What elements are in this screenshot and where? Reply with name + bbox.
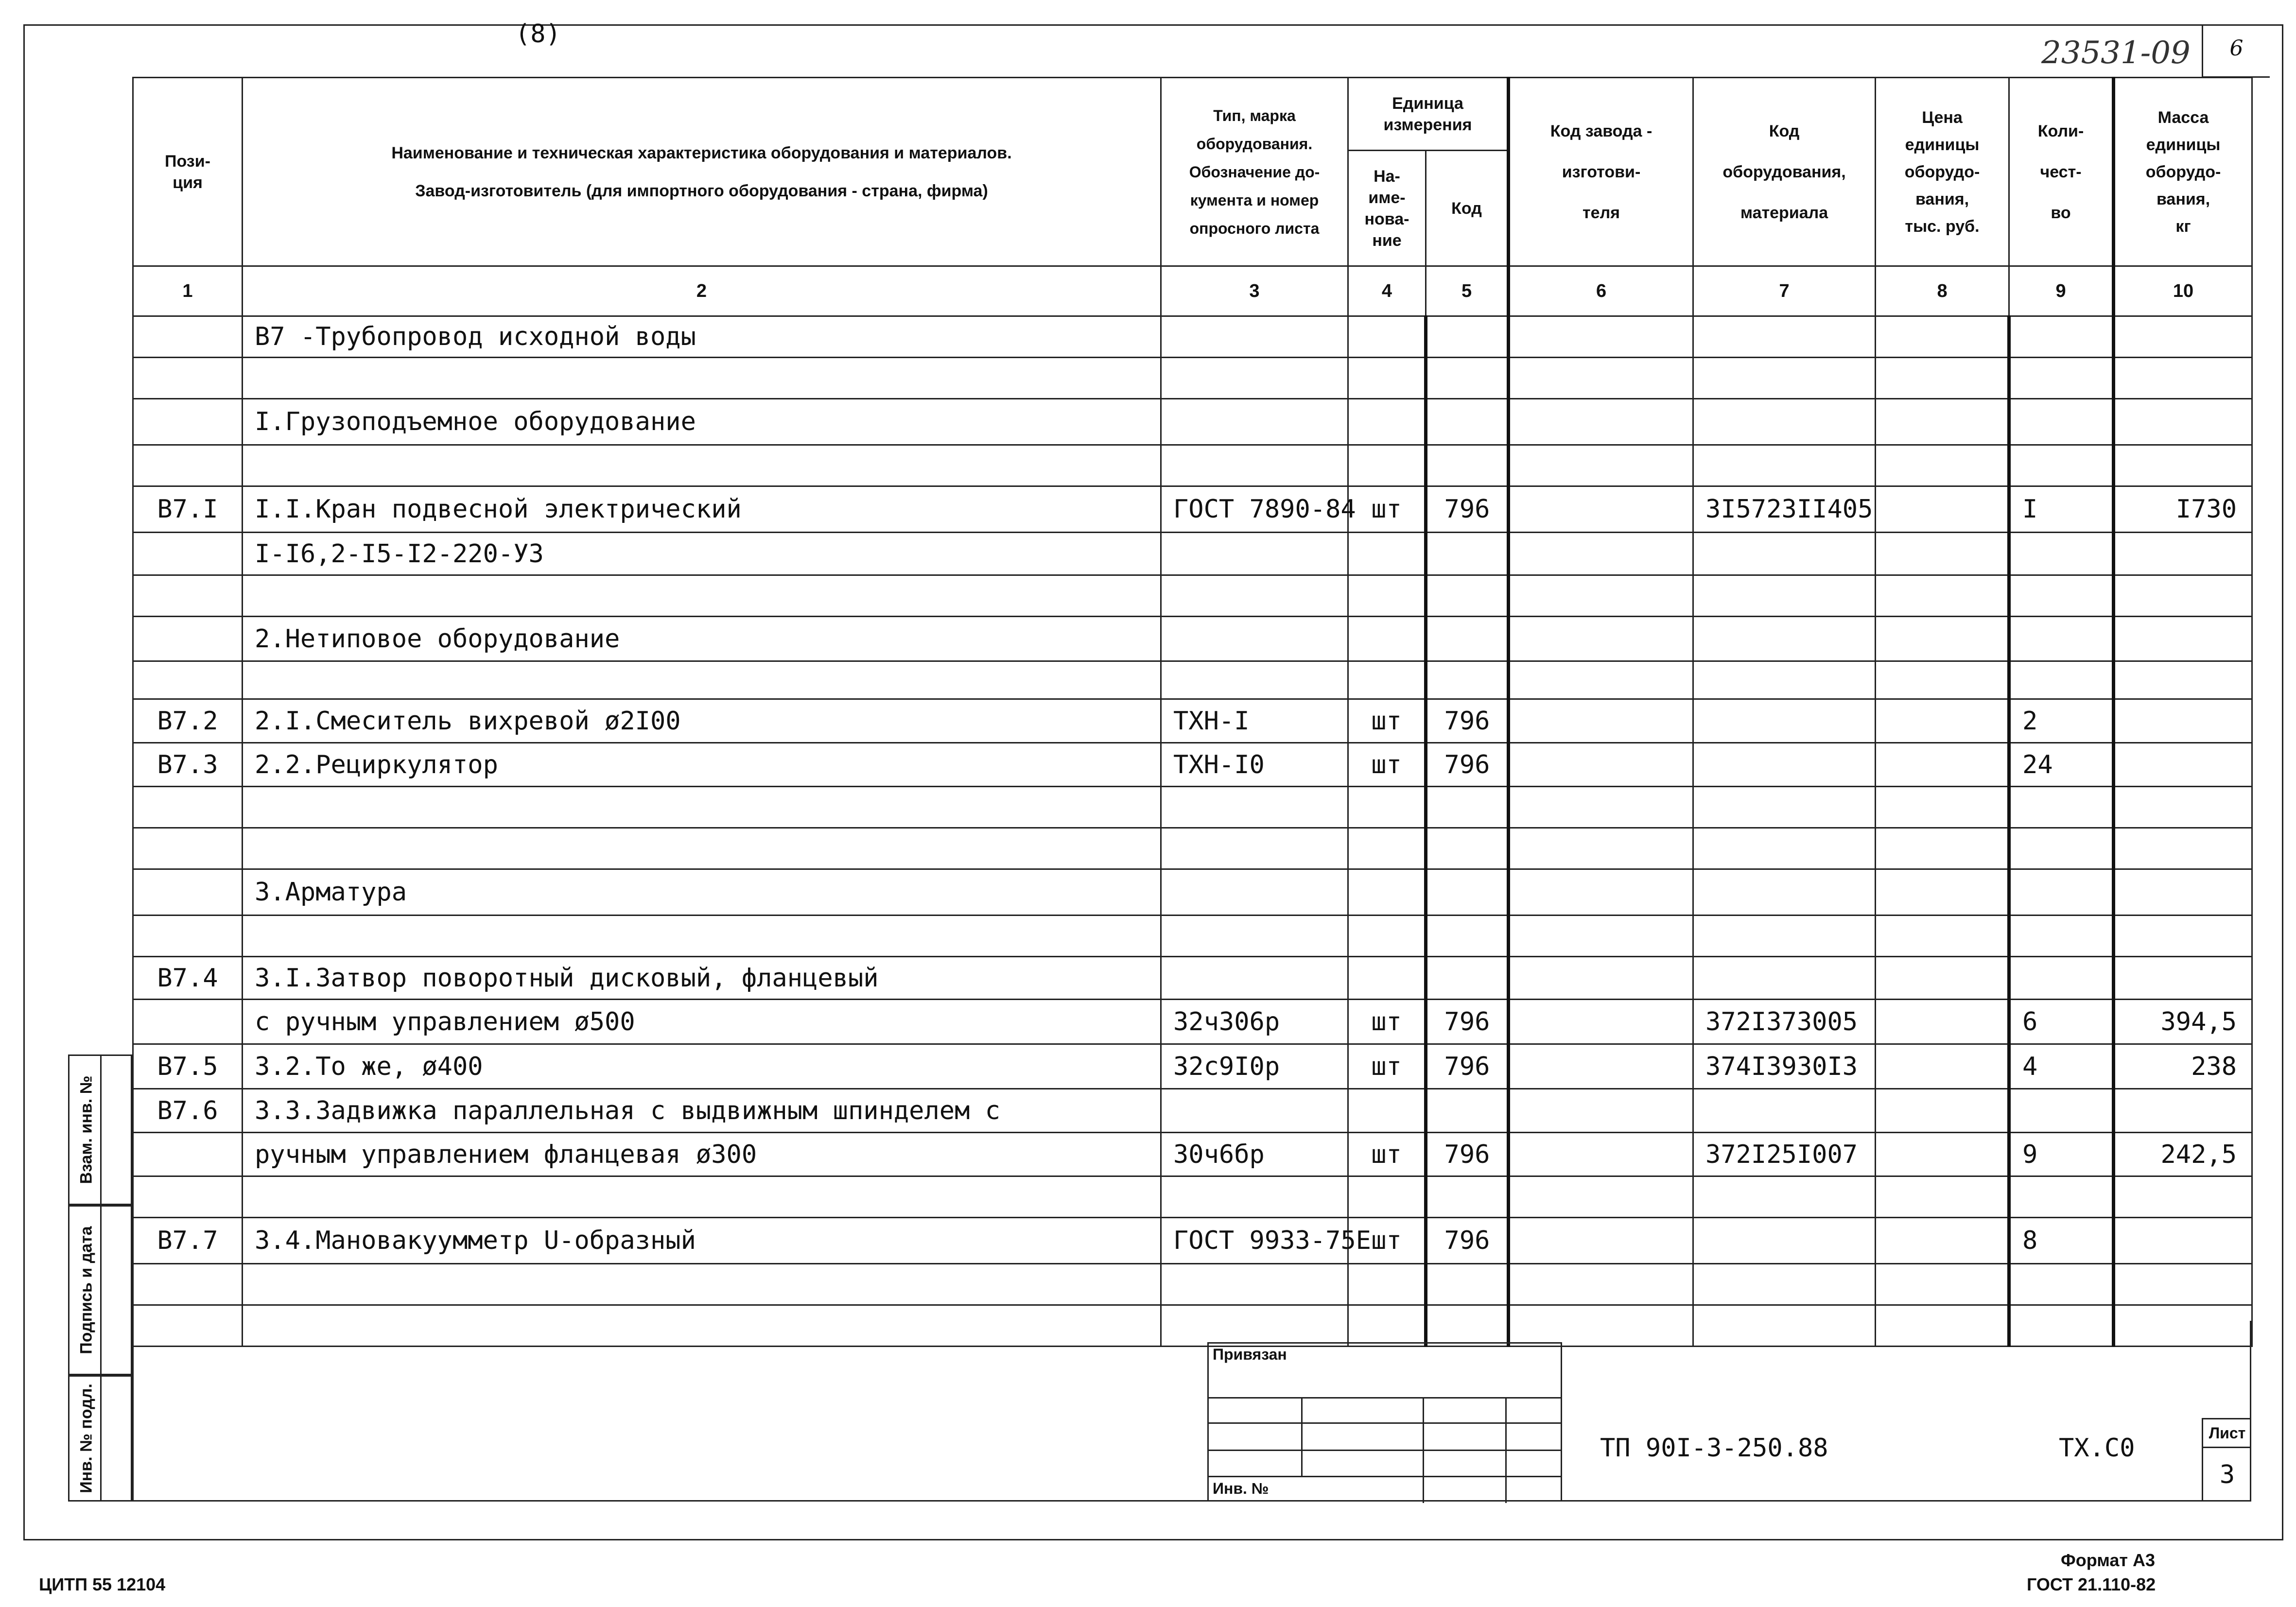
cell-factory-code bbox=[1509, 1000, 1693, 1044]
cell-unit-name bbox=[1348, 957, 1426, 1000]
cell-name: I.Грузоподъемное оборудование bbox=[243, 399, 1161, 445]
header-mass: Масса единицы оборудо- вания, кг bbox=[2114, 78, 2252, 266]
table-row bbox=[133, 575, 2252, 617]
cell-name: 3.2.То же, ø400 bbox=[243, 1044, 1161, 1089]
cell-quantity bbox=[2009, 828, 2114, 869]
cell-mass bbox=[2114, 1176, 2252, 1218]
cell-price bbox=[1876, 358, 2009, 399]
header-equipment-code: Код оборудования, материала bbox=[1693, 78, 1876, 266]
cell-position bbox=[133, 445, 243, 486]
tied-label: Привязан bbox=[1213, 1346, 1287, 1363]
cell-factory-code bbox=[1509, 1089, 1693, 1133]
cell-equipment-code bbox=[1693, 828, 1876, 869]
side-label-exchange: Взам. инв. № bbox=[77, 1075, 95, 1184]
cell-quantity bbox=[2009, 1089, 2114, 1133]
column-number: 8 bbox=[1876, 266, 2009, 316]
table-row bbox=[133, 661, 2252, 699]
cell-equipment-code bbox=[1693, 661, 1876, 699]
cell-equipment-code bbox=[1693, 916, 1876, 957]
cell-price bbox=[1876, 661, 2009, 699]
cell-mass bbox=[2114, 445, 2252, 486]
cell-position bbox=[133, 1000, 243, 1044]
cell-quantity bbox=[2009, 617, 2114, 661]
header-unit-group: Единица измерения bbox=[1348, 78, 1509, 151]
cell-unit-name: шт bbox=[1348, 486, 1426, 533]
cell-position bbox=[133, 916, 243, 957]
cell-name: 3.3.Задвижка параллельная с выдвижным шпинделем с bbox=[243, 1089, 1161, 1133]
cell-unit-code: 796 bbox=[1426, 1000, 1509, 1044]
cell-unit-name: шт bbox=[1348, 1218, 1426, 1264]
cell-name: 3.Арматура bbox=[243, 869, 1161, 916]
cell-unit-name bbox=[1348, 533, 1426, 575]
cell-name bbox=[243, 1264, 1161, 1305]
cell-mass bbox=[2114, 787, 2252, 828]
cell-unit-name: шт bbox=[1348, 1000, 1426, 1044]
specification-table bbox=[132, 77, 2253, 1347]
cell-factory-code bbox=[1509, 661, 1693, 699]
cell-factory-code bbox=[1509, 828, 1693, 869]
cell-type bbox=[1161, 957, 1348, 1000]
cell-price bbox=[1876, 1044, 2009, 1089]
cell-mass bbox=[2114, 399, 2252, 445]
cell-unit-name: шт bbox=[1348, 1133, 1426, 1176]
cell-type bbox=[1161, 617, 1348, 661]
cell-mass bbox=[2114, 316, 2252, 358]
cell-equipment-code bbox=[1693, 575, 1876, 617]
cell-unit-name: шт bbox=[1348, 1044, 1426, 1089]
table-row bbox=[133, 787, 2252, 828]
cell-quantity bbox=[2009, 916, 2114, 957]
table-row bbox=[133, 399, 2252, 445]
cell-type bbox=[1161, 1176, 1348, 1218]
cell-unit-code bbox=[1426, 617, 1509, 661]
cell-mass bbox=[2114, 1089, 2252, 1133]
cell-position bbox=[133, 1133, 243, 1176]
cell-mass: 238 bbox=[2114, 1044, 2252, 1089]
cell-quantity: 9 bbox=[2009, 1133, 2114, 1176]
side-strip-signature bbox=[68, 1205, 132, 1375]
cell-unit-name: шт bbox=[1348, 743, 1426, 787]
cell-quantity bbox=[2009, 358, 2114, 399]
cell-position bbox=[133, 617, 243, 661]
cell-quantity bbox=[2009, 399, 2114, 445]
cell-name: 2.Нетиповое оборудование bbox=[243, 617, 1161, 661]
cell-factory-code bbox=[1509, 316, 1693, 358]
cell-unit-name: шт bbox=[1348, 699, 1426, 743]
cell-price bbox=[1876, 316, 2009, 358]
handwritten-code: 23531-09 bbox=[2041, 35, 2191, 71]
cell-price bbox=[1876, 743, 2009, 787]
header-price: Цена единицы оборудо- вания, тыс. руб. bbox=[1876, 78, 2009, 266]
cell-unit-code: 796 bbox=[1426, 743, 1509, 787]
cell-unit-code bbox=[1426, 358, 1509, 399]
cell-type bbox=[1161, 1089, 1348, 1133]
cell-name: I.I.Кран подвесной электрический bbox=[243, 486, 1161, 533]
cell-type bbox=[1161, 445, 1348, 486]
cell-unit-code bbox=[1426, 533, 1509, 575]
table-row bbox=[133, 1176, 2252, 1218]
cell-position bbox=[133, 1176, 243, 1218]
cell-type: ТХН-I bbox=[1161, 699, 1348, 743]
cell-mass bbox=[2114, 699, 2252, 743]
cell-unit-name bbox=[1348, 617, 1426, 661]
cell-type bbox=[1161, 575, 1348, 617]
page-corner-number: 6 bbox=[2202, 24, 2270, 78]
inv-label: Инв. № bbox=[1213, 1480, 1269, 1497]
cell-equipment-code bbox=[1693, 399, 1876, 445]
cell-type: ТХН-I0 bbox=[1161, 743, 1348, 787]
cell-price bbox=[1876, 869, 2009, 916]
cell-name bbox=[243, 575, 1161, 617]
cell-factory-code bbox=[1509, 358, 1693, 399]
cell-mass bbox=[2114, 869, 2252, 916]
cell-position bbox=[133, 869, 243, 916]
cell-quantity bbox=[2009, 316, 2114, 358]
header-name bbox=[243, 78, 1161, 266]
table-row bbox=[133, 1089, 2252, 1133]
cell-name: I-I6,2-I5-I2-220-У3 bbox=[243, 533, 1161, 575]
cell-equipment-code bbox=[1693, 1218, 1876, 1264]
cell-price bbox=[1876, 533, 2009, 575]
table-row bbox=[133, 533, 2252, 575]
cell-type bbox=[1161, 661, 1348, 699]
cell-mass bbox=[2114, 957, 2252, 1000]
cell-equipment-code bbox=[1693, 358, 1876, 399]
cell-mass: 242,5 bbox=[2114, 1133, 2252, 1176]
cell-price bbox=[1876, 1176, 2009, 1218]
title-area bbox=[132, 1321, 2251, 1502]
cell-name bbox=[243, 787, 1161, 828]
table-row bbox=[133, 617, 2252, 661]
cell-unit-code bbox=[1426, 316, 1509, 358]
cell-price bbox=[1876, 617, 2009, 661]
cell-quantity bbox=[2009, 869, 2114, 916]
cell-unit-code: 796 bbox=[1426, 699, 1509, 743]
cell-price bbox=[1876, 486, 2009, 533]
cell-equipment-code bbox=[1693, 533, 1876, 575]
table-row bbox=[133, 957, 2252, 1000]
cell-price bbox=[1876, 916, 2009, 957]
cell-equipment-code bbox=[1693, 445, 1876, 486]
sheet-number-top: (8) bbox=[515, 19, 561, 49]
column-number: 2 bbox=[243, 266, 1161, 316]
table-row bbox=[133, 445, 2252, 486]
cell-unit-code: 796 bbox=[1426, 1044, 1509, 1089]
cell-name bbox=[243, 1176, 1161, 1218]
cell-type bbox=[1161, 1264, 1348, 1305]
cell-position bbox=[133, 533, 243, 575]
cell-type bbox=[1161, 916, 1348, 957]
table-row bbox=[133, 828, 2252, 869]
cell-price bbox=[1876, 1264, 2009, 1305]
cell-mass: I730 bbox=[2114, 486, 2252, 533]
cell-type: 30ч6бр bbox=[1161, 1133, 1348, 1176]
cell-unit-name bbox=[1348, 869, 1426, 916]
document-code: ТХ.С0 bbox=[2059, 1434, 2135, 1463]
cell-equipment-code: 372I25I007 bbox=[1693, 1133, 1876, 1176]
cell-quantity: 2 bbox=[2009, 699, 2114, 743]
cell-factory-code bbox=[1509, 916, 1693, 957]
table-row bbox=[133, 358, 2252, 399]
cell-quantity bbox=[2009, 957, 2114, 1000]
cell-price bbox=[1876, 445, 2009, 486]
cell-type bbox=[1161, 358, 1348, 399]
cell-price bbox=[1876, 828, 2009, 869]
cell-mass bbox=[2114, 743, 2252, 787]
table-row bbox=[133, 743, 2252, 787]
table-row bbox=[133, 486, 2252, 533]
cell-unit-code bbox=[1426, 916, 1509, 957]
cell-unit-name bbox=[1348, 575, 1426, 617]
cell-position bbox=[133, 661, 243, 699]
cell-name: ручным управлением фланцевая ø300 bbox=[243, 1133, 1161, 1176]
cell-mass bbox=[2114, 533, 2252, 575]
cell-equipment-code bbox=[1693, 1264, 1876, 1305]
table-row bbox=[133, 1264, 2252, 1305]
cell-unit-code bbox=[1426, 869, 1509, 916]
cell-unit-name bbox=[1348, 916, 1426, 957]
cell-unit-name bbox=[1348, 661, 1426, 699]
gost-label: ГОСТ 21.110-82 bbox=[2027, 1574, 2156, 1594]
table-row bbox=[133, 316, 2252, 358]
cell-name bbox=[243, 828, 1161, 869]
cell-quantity bbox=[2009, 575, 2114, 617]
cell-quantity: 4 bbox=[2009, 1044, 2114, 1089]
table-row bbox=[133, 699, 2252, 743]
table-row bbox=[133, 916, 2252, 957]
cell-name bbox=[243, 916, 1161, 957]
column-number: 9 bbox=[2009, 266, 2114, 316]
cell-unit-code bbox=[1426, 445, 1509, 486]
column-number: 10 bbox=[2114, 266, 2252, 316]
cell-quantity bbox=[2009, 661, 2114, 699]
cell-unit-code bbox=[1426, 399, 1509, 445]
cell-factory-code bbox=[1509, 1264, 1693, 1305]
cell-factory-code bbox=[1509, 445, 1693, 486]
cell-quantity bbox=[2009, 1264, 2114, 1305]
cell-quantity bbox=[2009, 445, 2114, 486]
column-number: 4 bbox=[1348, 266, 1426, 316]
cell-unit-code: 796 bbox=[1426, 1133, 1509, 1176]
cell-unit-code bbox=[1426, 575, 1509, 617]
cell-mass bbox=[2114, 828, 2252, 869]
cell-equipment-code bbox=[1693, 316, 1876, 358]
title-block-grid bbox=[1207, 1342, 1562, 1502]
cell-unit-code bbox=[1426, 1089, 1509, 1133]
cell-equipment-code bbox=[1693, 1176, 1876, 1218]
cell-position bbox=[133, 316, 243, 358]
cell-factory-code bbox=[1509, 957, 1693, 1000]
cell-mass bbox=[2114, 1218, 2252, 1264]
cell-type bbox=[1161, 828, 1348, 869]
cell-position: В7.6 bbox=[133, 1089, 243, 1133]
cell-equipment-code bbox=[1693, 957, 1876, 1000]
cell-quantity: I bbox=[2009, 486, 2114, 533]
cell-price bbox=[1876, 399, 2009, 445]
header-unit-code: Код bbox=[1426, 151, 1509, 266]
cell-mass bbox=[2114, 1264, 2252, 1305]
cell-position bbox=[133, 828, 243, 869]
cell-price bbox=[1876, 1000, 2009, 1044]
header-position: Пози- ция bbox=[133, 78, 243, 266]
cell-factory-code bbox=[1509, 743, 1693, 787]
side-label-signature: Подпись и дата bbox=[77, 1226, 95, 1354]
cell-position: В7.I bbox=[133, 486, 243, 533]
cell-mass bbox=[2114, 358, 2252, 399]
sheet-label: Лист bbox=[2203, 1419, 2251, 1448]
cell-factory-code bbox=[1509, 617, 1693, 661]
cell-unit-code: 796 bbox=[1426, 486, 1509, 533]
cell-unit-code bbox=[1426, 828, 1509, 869]
cell-type bbox=[1161, 787, 1348, 828]
cell-unit-name bbox=[1348, 1264, 1426, 1305]
cell-equipment-code bbox=[1693, 699, 1876, 743]
cell-equipment-code bbox=[1693, 869, 1876, 916]
cell-unit-name bbox=[1348, 445, 1426, 486]
cell-name bbox=[243, 445, 1161, 486]
cell-position: В7.3 bbox=[133, 743, 243, 787]
cell-factory-code bbox=[1509, 787, 1693, 828]
cell-unit-name bbox=[1348, 358, 1426, 399]
cell-quantity bbox=[2009, 1176, 2114, 1218]
cell-position bbox=[133, 1264, 243, 1305]
cell-position bbox=[133, 575, 243, 617]
cell-name bbox=[243, 661, 1161, 699]
header-factory-code: Код завода - изготови- теля bbox=[1509, 78, 1693, 266]
cell-name: В7 -Трубопровод исходной воды bbox=[243, 316, 1161, 358]
cell-mass bbox=[2114, 661, 2252, 699]
cell-equipment-code bbox=[1693, 1089, 1876, 1133]
cell-price bbox=[1876, 575, 2009, 617]
cell-factory-code bbox=[1509, 699, 1693, 743]
header-unit-name: На- име- нова- ние bbox=[1348, 151, 1426, 266]
cell-unit-code bbox=[1426, 1264, 1509, 1305]
cell-price bbox=[1876, 1089, 2009, 1133]
cell-position: В7.4 bbox=[133, 957, 243, 1000]
cell-factory-code bbox=[1509, 1218, 1693, 1264]
cell-unit-name bbox=[1348, 399, 1426, 445]
cell-position: В7.7 bbox=[133, 1218, 243, 1264]
sheet-number: 3 bbox=[2219, 1460, 2235, 1489]
cell-factory-code bbox=[1509, 869, 1693, 916]
cell-position: В7.2 bbox=[133, 699, 243, 743]
side-label-original: Инв. № подл. bbox=[77, 1383, 95, 1493]
cell-mass bbox=[2114, 575, 2252, 617]
cell-type: ГОСТ 9933-75Е bbox=[1161, 1218, 1348, 1264]
cell-position bbox=[133, 787, 243, 828]
cell-name: 3.4.Мановакуумметр U-образный bbox=[243, 1218, 1161, 1264]
cell-name: 2.I.Смеситель вихревой ø2I00 bbox=[243, 699, 1161, 743]
cell-quantity: 24 bbox=[2009, 743, 2114, 787]
column-number: 7 bbox=[1693, 266, 1876, 316]
table-row bbox=[133, 869, 2252, 916]
side-strip-original bbox=[68, 1375, 132, 1502]
cell-factory-code bbox=[1509, 399, 1693, 445]
sheet-box bbox=[2202, 1418, 2251, 1502]
cell-unit-code bbox=[1426, 661, 1509, 699]
cell-unit-name bbox=[1348, 1089, 1426, 1133]
cell-quantity bbox=[2009, 533, 2114, 575]
cell-equipment-code bbox=[1693, 743, 1876, 787]
cell-mass bbox=[2114, 617, 2252, 661]
cell-unit-code bbox=[1426, 957, 1509, 1000]
footer-left: ЦИТП 55 12104 bbox=[39, 1574, 166, 1594]
cell-unit-code bbox=[1426, 787, 1509, 828]
header-name-line2: Завод-изготовитель (для импортного оборудования - страна, фирма) bbox=[415, 181, 988, 200]
cell-factory-code bbox=[1509, 575, 1693, 617]
header-type: Тип, марка оборудования. Обозначение до- кумента и номер опросного листа bbox=[1161, 78, 1348, 266]
cell-unit-name bbox=[1348, 316, 1426, 358]
cell-position: В7.5 bbox=[133, 1044, 243, 1089]
cell-type: ГОСТ 7890-84 bbox=[1161, 486, 1348, 533]
table-row bbox=[133, 1133, 2252, 1176]
cell-equipment-code: 3I5723II405 bbox=[1693, 486, 1876, 533]
cell-unit-name bbox=[1348, 787, 1426, 828]
cell-price bbox=[1876, 1133, 2009, 1176]
cell-type bbox=[1161, 869, 1348, 916]
document-designation: ТП 90I-3-250.88 bbox=[1600, 1434, 1828, 1463]
column-number: 1 bbox=[133, 266, 243, 316]
side-strip-exchange bbox=[68, 1054, 132, 1205]
cell-quantity: 8 bbox=[2009, 1218, 2114, 1264]
cell-name bbox=[243, 358, 1161, 399]
cell-factory-code bbox=[1509, 1133, 1693, 1176]
cell-type bbox=[1161, 533, 1348, 575]
table-row bbox=[133, 1218, 2252, 1264]
cell-factory-code bbox=[1509, 533, 1693, 575]
cell-unit-code bbox=[1426, 1176, 1509, 1218]
column-numbers-row bbox=[133, 266, 2252, 316]
cell-type: 32ч306р bbox=[1161, 1000, 1348, 1044]
cell-price bbox=[1876, 1218, 2009, 1264]
cell-mass: 394,5 bbox=[2114, 1000, 2252, 1044]
cell-equipment-code bbox=[1693, 617, 1876, 661]
column-number: 3 bbox=[1161, 266, 1348, 316]
cell-name: 2.2.Рециркулятор bbox=[243, 743, 1161, 787]
cell-equipment-code bbox=[1693, 787, 1876, 828]
cell-quantity bbox=[2009, 787, 2114, 828]
header-quantity: Коли- чест- во bbox=[2009, 78, 2114, 266]
cell-type: 32с9I0р bbox=[1161, 1044, 1348, 1089]
cell-name: 3.I.Затвор поворотный дисковый, фланцевый bbox=[243, 957, 1161, 1000]
cell-factory-code bbox=[1509, 1176, 1693, 1218]
column-number: 6 bbox=[1509, 266, 1693, 316]
cell-factory-code bbox=[1509, 486, 1693, 533]
cell-price bbox=[1876, 957, 2009, 1000]
table-row bbox=[133, 1044, 2252, 1089]
header-name-line1: Наименование и техническая характеристика оборудования и материалов. bbox=[391, 143, 1012, 162]
cell-position bbox=[133, 399, 243, 445]
cell-price bbox=[1876, 699, 2009, 743]
cell-name: с ручным управлением ø500 bbox=[243, 1000, 1161, 1044]
cell-price bbox=[1876, 787, 2009, 828]
cell-type bbox=[1161, 316, 1348, 358]
cell-unit-name bbox=[1348, 1176, 1426, 1218]
cell-equipment-code: 374I3930I3 bbox=[1693, 1044, 1876, 1089]
cell-unit-name bbox=[1348, 828, 1426, 869]
cell-quantity: 6 bbox=[2009, 1000, 2114, 1044]
cell-mass bbox=[2114, 916, 2252, 957]
column-number: 5 bbox=[1426, 266, 1509, 316]
cell-position bbox=[133, 358, 243, 399]
cell-unit-code: 796 bbox=[1426, 1218, 1509, 1264]
cell-equipment-code: 372I373005 bbox=[1693, 1000, 1876, 1044]
table-row bbox=[133, 1000, 2252, 1044]
format-label: Формат А3 bbox=[2061, 1550, 2156, 1570]
cell-type bbox=[1161, 399, 1348, 445]
cell-factory-code bbox=[1509, 1044, 1693, 1089]
